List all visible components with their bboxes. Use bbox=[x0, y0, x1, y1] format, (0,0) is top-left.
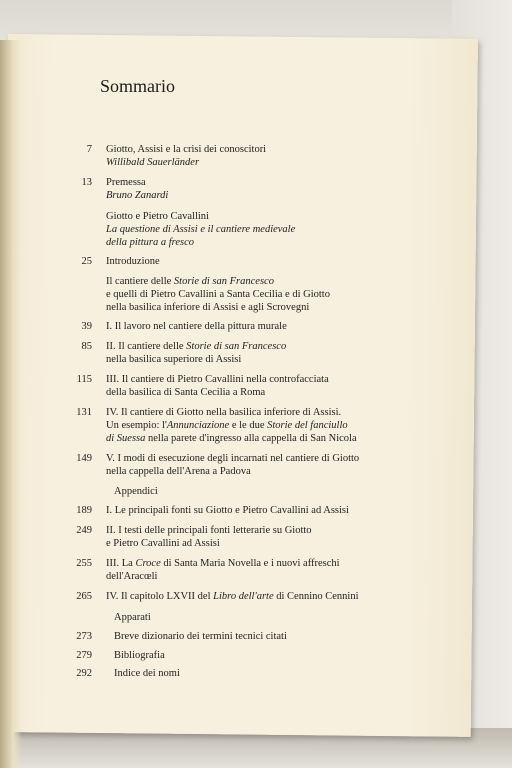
entry-title: Introduzione bbox=[106, 256, 160, 267]
entry-title: e Pietro Cavallini ad Assisi bbox=[106, 538, 220, 549]
page-number: 39 bbox=[81, 321, 92, 332]
entry-title: III. Il cantiere di Pietro Cavallini nella controfacciata bbox=[106, 374, 329, 385]
entry-title: II. I testi delle principali fonti letterarie su Giotto bbox=[106, 525, 312, 536]
entry-author: Willibald Sauerländer bbox=[106, 157, 200, 168]
page-number: 249 bbox=[76, 525, 92, 536]
entry-title: di Suessa nella parete d'ingresso alla cappella di San Nicola bbox=[106, 433, 357, 444]
entry-title: V. I modi di esecuzione degli incarnati nel cantiere di Giotto bbox=[106, 453, 360, 464]
entry-title: IV. Il cantiere di Giotto nella basilica inferiore di Assisi. bbox=[106, 407, 342, 418]
entry-title: Bibliografia bbox=[114, 650, 165, 661]
entry-title: III. La Croce di Santa Maria Novella e i nuovi affreschi bbox=[106, 558, 340, 569]
section-heading: Giotto e Pietro Cavallini bbox=[106, 211, 209, 222]
page-title: Sommario bbox=[100, 76, 175, 96]
entry-author: Bruno Zanardi bbox=[106, 190, 169, 201]
section-heading: Appendici bbox=[114, 486, 158, 497]
page-number: 25 bbox=[81, 256, 92, 267]
entry-title: Indice dei nomi bbox=[114, 668, 180, 679]
page-number: 255 bbox=[76, 558, 92, 569]
entry-title: Breve dizionario dei termini tecnici citati bbox=[114, 631, 287, 642]
entry-text: e quelli di Pietro Cavallini a Santa Cecilia e di Giotto bbox=[106, 289, 330, 300]
page-number: 292 bbox=[76, 668, 92, 679]
entry-text: Il cantiere delle Storie di san Francesco bbox=[106, 276, 274, 287]
page-number: 189 bbox=[76, 505, 92, 516]
page-number: 7 bbox=[86, 144, 92, 155]
entry-title: Un esempio: l'Annunciazione e le due Storie del fanciullo bbox=[106, 420, 348, 431]
section-subtitle: La questione di Assisi e il cantiere medievale bbox=[106, 224, 296, 235]
page-number: 265 bbox=[76, 591, 92, 602]
entry-title: nella cappella dell'Arena a Padova bbox=[106, 466, 251, 477]
entry-title: nella basilica superiore di Assisi bbox=[106, 354, 242, 365]
entry-title: Premessa bbox=[106, 177, 146, 188]
entry-text: nella basilica inferiore di Assisi e agli Scrovegni bbox=[106, 302, 310, 313]
page-number: 131 bbox=[76, 407, 92, 418]
entry-title: II. Il cantiere delle Storie di san Francesco bbox=[106, 341, 287, 352]
page-number: 115 bbox=[76, 374, 92, 385]
page-number: 273 bbox=[76, 631, 92, 642]
entry-title: I. Il lavoro nel cantiere della pittura murale bbox=[106, 321, 287, 332]
entry-title: Giotto, Assisi e la crisi dei conoscitori bbox=[106, 144, 267, 155]
entry-title: della basilica di Santa Cecilia a Roma bbox=[106, 387, 266, 398]
section-subtitle: della pittura a fresco bbox=[106, 237, 194, 248]
entry-title: I. Le principali fonti su Giotto e Pietro Cavallini ad Assisi bbox=[106, 505, 349, 516]
entry-title: dell'Aracœli bbox=[106, 571, 158, 582]
page-number: 279 bbox=[76, 650, 92, 661]
entry-title: IV. Il capitolo LXVII del Libro dell'arte di Cennino Cennini bbox=[106, 591, 359, 602]
page-number: 85 bbox=[81, 341, 92, 352]
page-number: 13 bbox=[81, 177, 92, 188]
page-number: 149 bbox=[76, 453, 92, 464]
section-heading: Apparati bbox=[114, 612, 151, 623]
